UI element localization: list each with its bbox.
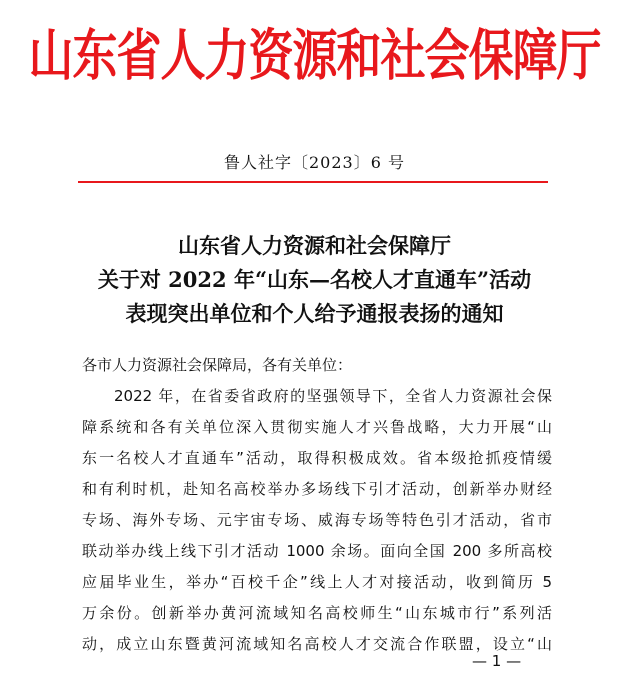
- paragraph-line: 障系统和各有关单位深入贯彻实施人才兴鲁战略，大力开展“山: [82, 418, 552, 436]
- paragraph-line: 东一名校人才直通车”活动，取得积极成效。省本级抢抓疫情缓: [82, 449, 552, 467]
- title-line-3: 表现突出单位和个人给予通报表扬的通知: [125, 301, 504, 326]
- paragraph-line: 应届毕业生，举办“百校千企”线上人才对接活动，收到简历 5: [82, 573, 552, 591]
- page-number: — 1 —: [472, 652, 522, 670]
- document-title: [0, 229, 629, 331]
- paragraph-line: 和有利时机，赴知名高校举办多场线下引才活动，创新举办财经: [82, 480, 552, 498]
- title-line-1: 山东省人力资源和社会保障厅: [178, 233, 451, 258]
- paragraph-line: 万余份。创新举办黄河流域知名高校师生“山东城市行”系列活: [82, 604, 552, 622]
- paragraph-line: 2022 年，在省委省政府的坚强领导下，全省人力资源社会保: [114, 387, 552, 405]
- salutation: 各市人力资源社会保障局，各有关单位：: [82, 356, 353, 374]
- title-line-2: 关于对 2022 年“山东—名校人才直通车”活动: [97, 267, 532, 292]
- body-text: [82, 350, 552, 660]
- red-divider-rule: [78, 181, 548, 183]
- paragraph-line: 专场、海外专场、元宇宙专场、威海专场等特色引才活动，省市: [82, 511, 552, 529]
- document-number: 鲁人社字〔2023〕6 号: [224, 153, 405, 172]
- issuer-masthead: 山东省人力资源和社会保障厅: [28, 23, 601, 88]
- paragraph-line: 动，成立山东暨黄河流域知名高校人才交流合作联盟，设立“山: [82, 635, 552, 653]
- paragraph-line: 联动举办线上线下引才活动 1000 余场。面向全国 200 多所高校: [82, 542, 552, 560]
